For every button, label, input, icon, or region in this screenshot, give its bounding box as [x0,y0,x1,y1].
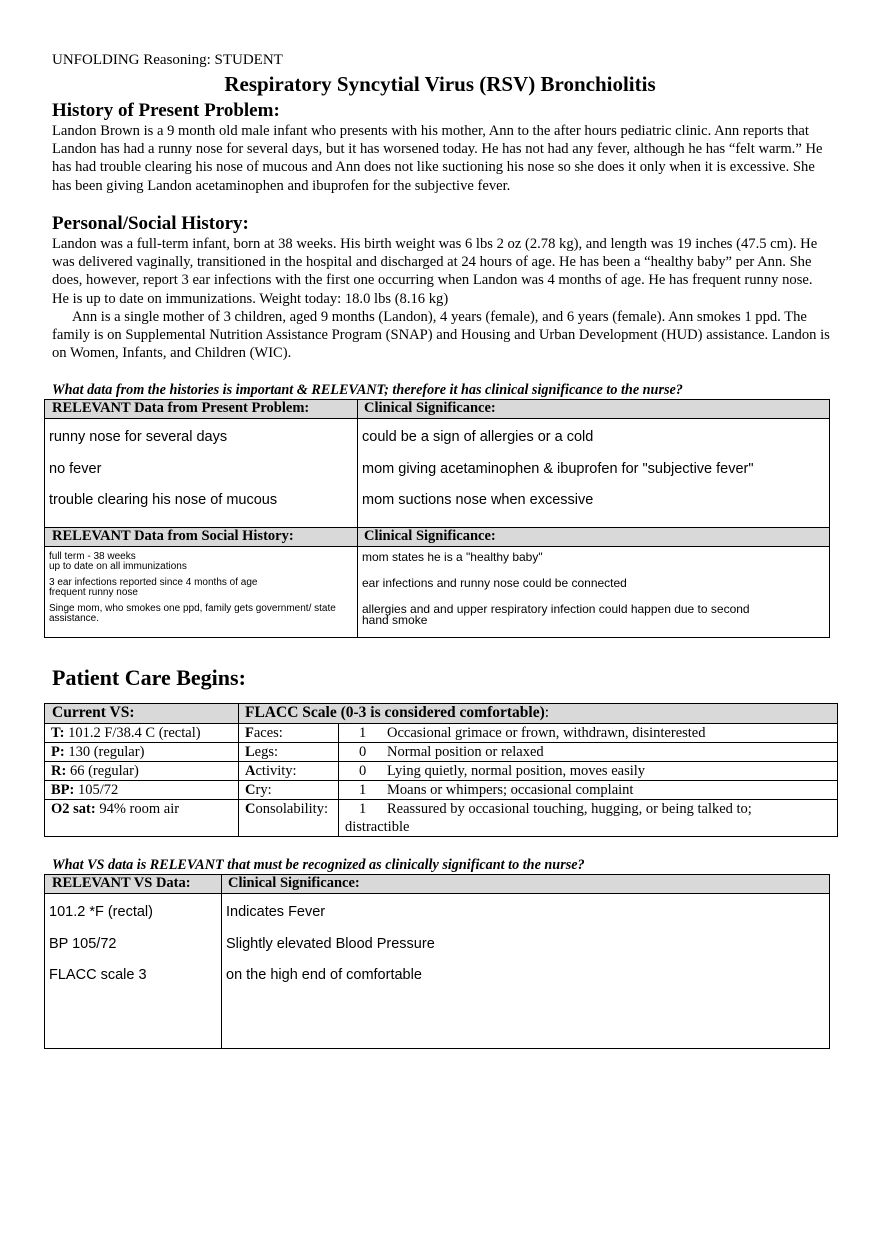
vs-row [45,762,838,781]
flacc-category [239,800,339,837]
vs-value: 101.2 F/38.4 C (rectal) [68,725,201,741]
flacc-score: 0 [359,763,367,779]
relevant-vs-significance-item: Slightly elevated Blood Pressure [226,935,435,952]
flacc-description-continued: distractible [345,819,410,835]
flacc-score-cell [339,743,838,762]
flacc-category-rest: ctivity: [255,763,297,779]
relevant-vs-header: RELEVANT VS Data: [45,875,222,894]
flacc-score: 1 [359,725,367,741]
social-heading: Personal/Social History: [52,213,249,234]
social-data-line: full term - 38 weeks [49,551,136,562]
present-significance-item: mom suctions nose when excessive [362,492,594,508]
present-significance-cell [358,419,830,528]
present-data-item: no fever [49,460,102,477]
vs-row [45,781,838,800]
present-problem-table [44,399,830,638]
flacc-score-cell [339,762,838,781]
social-significance-line: allergies and and upper respiratory infection could happen due to second [362,602,750,616]
vs-value: 66 (regular) [69,763,139,779]
relevant-vs-significance-header: Clinical Significance: [222,875,830,894]
social-significance-item [362,578,829,604]
vs-value-cell [45,781,239,800]
social-data-item [49,552,357,578]
relevant-vs-item: 101.2 *F (rectal) [49,904,153,920]
flacc-description: Lying quietly, normal position, moves easily [387,763,646,779]
social-significance-line: hand smoke [362,613,428,627]
flacc-category-initial: L [245,744,255,760]
social-data-item [49,604,357,624]
flacc-category [239,724,339,743]
social-paragraph-2 [52,308,832,363]
vs-row [45,724,838,743]
social-data-header: RELEVANT Data from Social History: [45,528,358,547]
social-data-item [49,578,357,604]
page-title: Respiratory Syncytial Virus (RSV) Bronchiolitis [224,72,656,96]
social-data-line: 3 ear infections reported since 4 months of age [49,577,258,588]
history-heading: History of Present Problem: [52,100,280,121]
social-text [52,235,832,362]
social-significance-line: ear infections and runny nose could be connected [362,576,627,590]
flacc-score: 1 [359,782,367,798]
flacc-category-initial: C [245,801,256,817]
flacc-category-initial: F [245,725,254,741]
vs-label: O2 sat: [51,801,96,817]
vital-signs-table [44,703,838,837]
vs-value: 130 (regular) [68,744,145,760]
present-data-cell [45,419,358,528]
social-data-line: assistance. [49,613,100,624]
vs-label: R: [51,763,67,779]
flacc-score-cell [339,724,838,743]
flacc-description: Normal position or relaxed [387,744,544,760]
social-significance-item [362,552,829,578]
flacc-description: Reassured by occasional touching, hugging, or being talked to; [387,801,752,817]
flacc-category [239,743,339,762]
vs-value-cell [45,762,239,781]
present-data-item: runny nose for several days [49,429,228,445]
patient-care-heading: Patient Care Begins: [52,665,246,690]
relevant-vs-table [44,874,830,1049]
vs-value-cell [45,724,239,743]
vs-label: BP: [51,782,75,798]
social-data-line: up to date on all immunizations [49,561,187,572]
flacc-score: 0 [359,744,367,760]
vs-label: P: [51,744,65,760]
present-data-item: trouble clearing his nose of mucous [49,492,278,508]
social-significance-cell [358,547,830,638]
flacc-category-rest: egs: [254,744,279,760]
vs-row [45,800,838,837]
flacc-category [239,762,339,781]
relevant-vs-item: BP 105/72 [49,935,117,952]
worksheet-type: UNFOLDING Reasoning: STUDENT [52,52,283,68]
social-significance-header: Clinical Significance: [358,528,830,547]
history-text: Landon Brown is a 9 month old male infant who presents with his mother, Ann to the after hours pediatric clinic. Ann reports that Landon has had a runny nose for several days, but it has worsened today. He has not had any fever, although he has “felt warm.” He has had trouble clearing his nose of mucous and Ann does not like suctioning his nose so she does it only when it is excessive. She has been giving Landon acetaminophen and ibuprofen for the subjective fever. [52,123,823,194]
flacc-score: 1 [359,801,367,817]
present-significance-header: Clinical Significance: [358,400,830,419]
flacc-header-colon: : [544,704,550,721]
social-data-line: Singe mom, who smokes one ppd, family gets government/ state [49,603,336,614]
social-paragraph-2-text: Ann is a single mother of 3 children, aged 9 months (Landon), 4 years (female), and 6 years (female). Ann smokes 1 ppd. The family is on Supplemental Nutrition Assistance Program (SNAP) and Housing and Urban Development (HUD) assistance. Landon is on Women, Infants, and Children (WIC). [52,308,830,362]
flacc-category [239,781,339,800]
flacc-description: Occasional grimace or frown, withdrawn, disinterested [387,725,706,741]
flacc-category-rest: onsolability: [255,801,328,817]
vs-value-cell [45,800,239,837]
flacc-score-cell [339,800,838,837]
vs-value-cell [45,743,239,762]
vs-row [45,743,838,762]
vs-question: What VS data is RELEVANT that must be recognized as clinically significant to the nurse? [52,857,585,873]
flacc-category-initial: A [245,763,256,779]
relevant-vs-significance-cell [222,894,830,1049]
current-vs-header: Current VS: [45,704,239,724]
histories-question: What data from the histories is important & RELEVANT; therefore it has clinical significance to the nurse? [52,382,683,398]
flacc-category-rest: ry: [255,782,272,798]
vs-label: T: [51,725,65,741]
relevant-vs-item: FLACC scale 3 [49,967,147,983]
social-data-cell [45,547,358,638]
relevant-vs-data-cell [45,894,222,1049]
present-significance-item: could be a sign of allergies or a cold [362,429,594,445]
flacc-header-text: FLACC Scale (0-3 is considered comfortable) [245,704,545,721]
flacc-header [239,704,838,724]
relevant-vs-significance-item: Indicates Fever [226,904,326,920]
social-significance-item [362,604,829,626]
flacc-category-rest: aces: [253,725,283,741]
social-significance-line: mom states he is a "healthy baby" [362,550,543,564]
present-significance-item: mom giving acetaminophen & ibuprofen for "subjective fever" [362,460,754,477]
social-paragraph-1: Landon was a full-term infant, born at 38 weeks. His birth weight was 6 lbs 2 oz (2.78 kg), and length was 19 inches (47.5 cm). He was delivered vaginally, transitioned in the hospital and discharged at 24 hours of age. He has been a “healthy baby” per Ann. She does, however, report 3 ear infections with the first one occurring when Landon was 4 months of age. He has frequent runny nose. He is up to date on immunizations. Weight today: 18.0 lbs (8.16 kg) [52,236,818,307]
vs-value: 94% room air [99,801,180,817]
present-data-header: RELEVANT Data from Present Problem: [45,400,358,419]
social-data-line: frequent runny nose [49,587,138,598]
relevant-vs-significance-item: on the high end of comfortable [226,967,422,983]
flacc-category-initial: C [245,782,256,798]
vs-value: 105/72 [77,782,119,798]
flacc-description: Moans or whimpers; occasional complaint [387,782,634,798]
flacc-score-cell [339,781,838,800]
